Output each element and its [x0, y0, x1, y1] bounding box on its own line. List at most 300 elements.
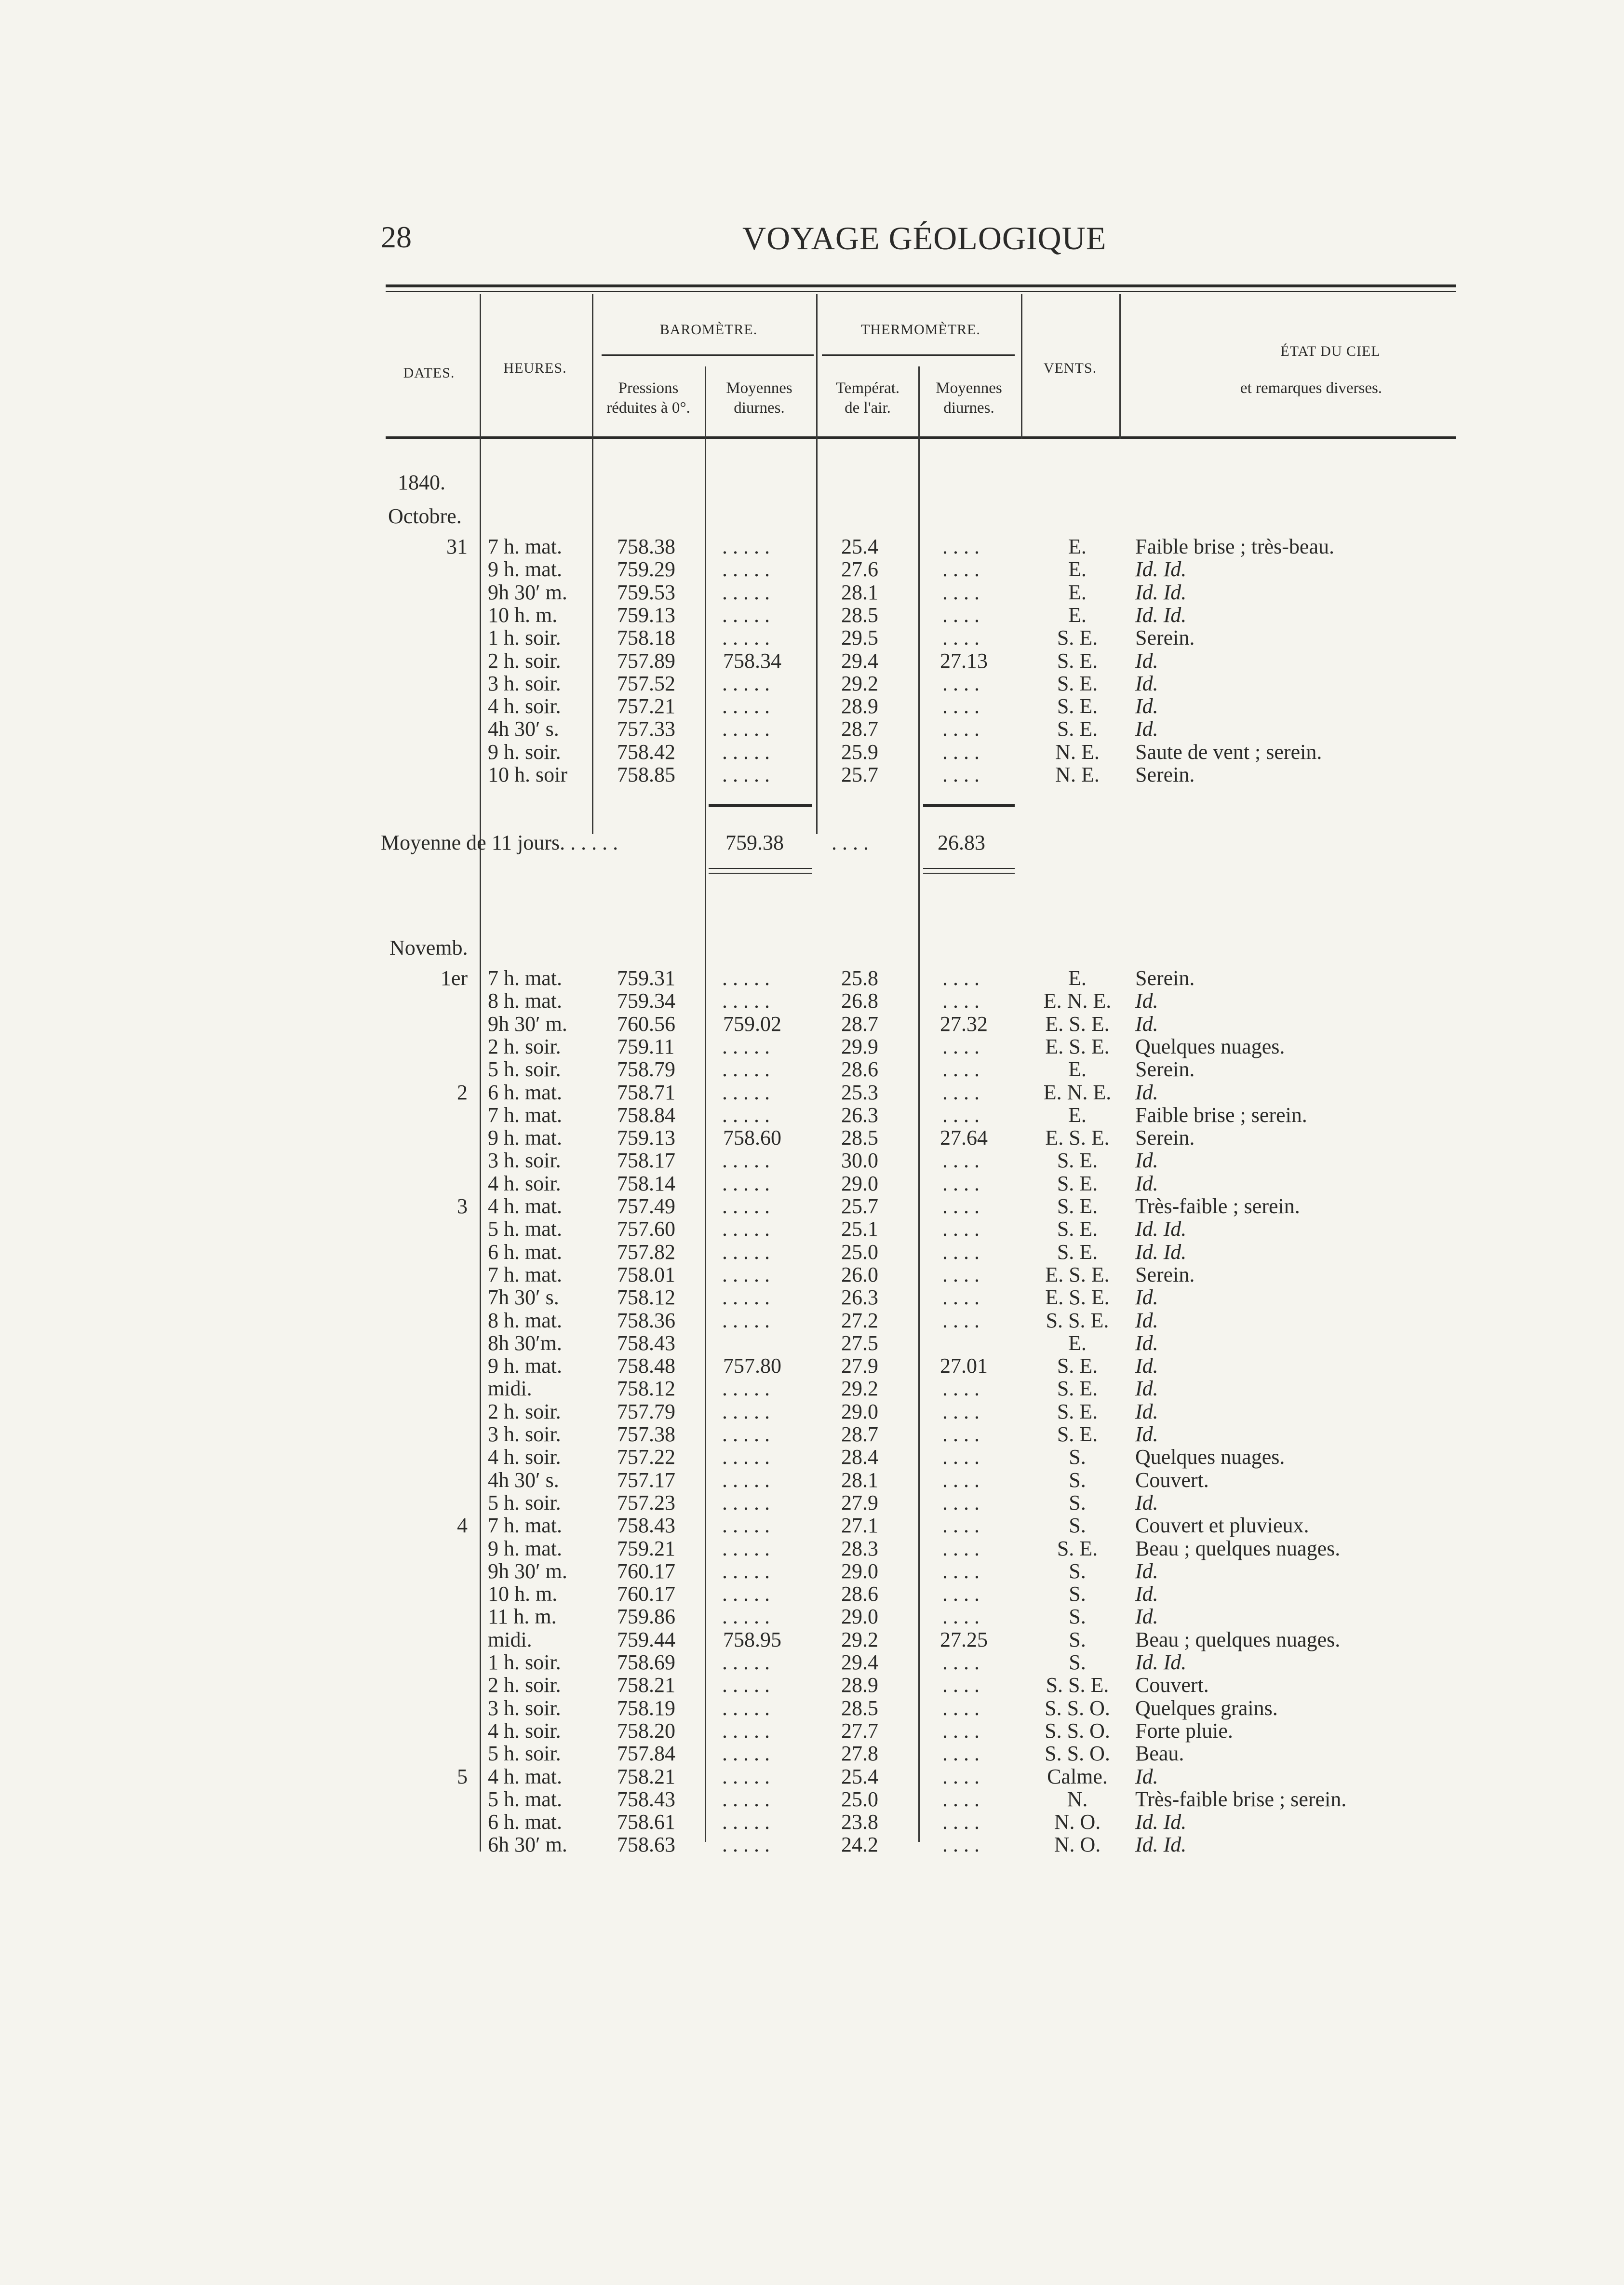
table-row: [0, 1241, 1624, 1264]
row-pressure-dots: . . . . .: [722, 1194, 770, 1218]
row-temp-dots: . . . .: [942, 1377, 980, 1401]
row-time: 1 h. soir.: [488, 626, 561, 650]
row-sky: Id.: [1135, 1559, 1158, 1583]
row-sky: Couvert.: [1135, 1673, 1209, 1697]
row-wind: Calme.: [1047, 1764, 1108, 1788]
row-temp-dots: . . . .: [942, 603, 980, 627]
row-temp-dots: . . . .: [942, 580, 980, 604]
row-temp-mean: 27.13: [940, 649, 988, 673]
row-wind: S.: [1069, 1582, 1086, 1606]
table-row: [0, 1126, 1624, 1149]
row-pressure: 758.19: [617, 1696, 675, 1720]
header-bottom-rule: [386, 436, 1456, 439]
col-moyennes-baro-l1: Moyennes: [726, 379, 792, 397]
row-wind: E. S. E.: [1045, 1012, 1110, 1036]
row-temperature: 27.5: [841, 1331, 878, 1355]
row-sky: Quelques grains.: [1135, 1696, 1278, 1720]
row-time: 6 h. mat.: [488, 1080, 562, 1104]
row-sky: Beau ; quelques nuages.: [1135, 1536, 1341, 1560]
row-pressure-dots: . . . . .: [722, 1605, 770, 1629]
table-row: [0, 1423, 1624, 1446]
row-time: 7 h. mat.: [488, 966, 562, 990]
row-pressure: 757.33: [617, 717, 675, 741]
row-temp-dots: . . . .: [942, 1605, 980, 1629]
row-sky: Id.: [1135, 649, 1158, 673]
row-temperature: 28.7: [841, 1012, 878, 1036]
row-time: 7 h. mat.: [488, 1514, 562, 1538]
average-pressure: 759.38: [725, 831, 784, 854]
row-temperature: 25.7: [841, 763, 878, 786]
row-pressure-dots: . . . . .: [722, 603, 770, 627]
row-wind: S. E.: [1057, 626, 1098, 650]
row-wind: S. E.: [1057, 1536, 1098, 1560]
row-temperature: 29.0: [841, 1559, 878, 1583]
col-temperat-l1: Températ.: [835, 379, 900, 397]
row-sky: Id. Id.: [1135, 557, 1187, 581]
row-sky: Id.: [1135, 1308, 1158, 1332]
row-time: 2 h. soir.: [488, 1034, 561, 1058]
table-row: [0, 1719, 1624, 1743]
row-temp-mean: 27.64: [940, 1126, 988, 1150]
row-time: 9 h. mat.: [488, 1536, 562, 1560]
row-pressure-dots: . . . . .: [722, 1787, 770, 1811]
col-pressions: [595, 379, 701, 419]
row-pressure-dots: . . . . .: [722, 1034, 770, 1058]
table-row: [0, 1514, 1624, 1537]
col-pressions-l1: Pressions: [618, 379, 679, 397]
row-time: 5 h. soir.: [488, 1057, 561, 1082]
row-time: 9 h. mat.: [488, 557, 562, 581]
row-pressure: 758.43: [617, 1331, 675, 1355]
row-temperature: 25.4: [841, 535, 878, 558]
row-wind: E.: [1068, 603, 1087, 627]
row-sky: Très-faible brise ; serein.: [1135, 1787, 1347, 1811]
table-row: [0, 1605, 1624, 1628]
row-temp-dots: . . . .: [942, 1559, 980, 1583]
row-pressure-dots: . . . . .: [722, 1080, 770, 1104]
row-temperature: 25.0: [841, 1240, 878, 1264]
row-pressure: 759.13: [617, 1126, 675, 1150]
row-wind: S. E.: [1057, 671, 1098, 695]
row-pressure-dots: . . . . .: [722, 694, 770, 718]
row-temperature: 27.9: [841, 1490, 878, 1514]
table-row: [0, 1446, 1624, 1469]
row-temp-dots: . . . .: [942, 557, 980, 581]
table-row: [0, 717, 1624, 741]
avg-rule-baro-top: [709, 804, 812, 807]
table-row: [0, 558, 1624, 581]
row-temperature: 26.0: [841, 1262, 878, 1286]
row-wind: E. N. E.: [1043, 1080, 1112, 1104]
row-time: 1 h. soir.: [488, 1650, 561, 1674]
row-temp-dots: . . . .: [942, 740, 980, 764]
row-temp-dots: . . . .: [942, 1103, 980, 1127]
row-pressure: 759.34: [617, 989, 675, 1013]
row-temp-mean: 27.25: [940, 1627, 988, 1651]
row-pressure-dots: . . . . .: [722, 1582, 770, 1606]
row-wind: S.: [1069, 1559, 1086, 1583]
row-sky: Faible brise ; très-beau.: [1135, 535, 1334, 558]
row-wind: S. E.: [1057, 1171, 1098, 1195]
table-row: [0, 1149, 1624, 1172]
row-time: 3 h. soir.: [488, 1696, 561, 1720]
row-pressure: 758.63: [617, 1833, 675, 1857]
row-temp-dots: . . . .: [942, 1080, 980, 1104]
row-pressure: 757.23: [617, 1490, 675, 1514]
col-heures: HEURES.: [503, 360, 567, 376]
row-time: 10 h. m.: [488, 603, 558, 627]
col-vents: VENTS.: [1043, 360, 1097, 376]
row-time: 3 h. soir.: [488, 1422, 561, 1446]
row-wind: N. E.: [1055, 763, 1100, 786]
row-temp-dots: . . . .: [942, 1490, 980, 1514]
row-pressure: 759.29: [617, 557, 675, 581]
row-wind: S.: [1069, 1627, 1086, 1651]
row-time: 9h 30′ m.: [488, 1559, 567, 1583]
row-wind: S.: [1069, 1514, 1086, 1538]
row-wind: E.: [1068, 966, 1087, 990]
row-pressure-dots: . . . . .: [722, 1490, 770, 1514]
table-row: [0, 1491, 1624, 1514]
row-pressure: 758.42: [617, 740, 675, 764]
col-etat-2: et remarques diverses.: [1240, 379, 1382, 397]
row-date: 31: [446, 535, 468, 558]
table-row: [0, 1081, 1624, 1104]
col-moyennes-baro: [709, 379, 810, 419]
row-sky: Serein.: [1135, 1126, 1195, 1150]
row-temp-dots: . . . .: [942, 1582, 980, 1606]
row-time: 2 h. soir.: [488, 649, 561, 673]
table-row: [0, 604, 1624, 627]
row-pressure: 759.44: [617, 1627, 675, 1651]
col-moyennes-thermo-l1: Moyennes: [936, 379, 1002, 397]
row-wind: S. S. O.: [1045, 1718, 1110, 1743]
average-label: Moyenne de 11 jours. . . . . .: [381, 831, 618, 854]
page-title: VOYAGE GÉOLOGIQUE: [742, 220, 1107, 257]
row-wind: S. E.: [1057, 1240, 1098, 1264]
row-temperature: 26.3: [841, 1285, 878, 1310]
baro-brace: [602, 354, 814, 356]
row-pressure-dots: . . . . .: [722, 557, 770, 581]
row-sky: Id.: [1135, 1354, 1158, 1378]
row-time: 10 h. m.: [488, 1582, 558, 1606]
row-pressure-dots: . . . . .: [722, 966, 770, 990]
row-temp-dots: . . . .: [942, 1468, 980, 1492]
month-novembre: Novemb.: [389, 936, 468, 960]
row-sky: Id. Id.: [1135, 1833, 1187, 1857]
row-sky: Id.: [1135, 1605, 1158, 1629]
row-time: midi.: [488, 1627, 532, 1651]
row-temp-mean: 27.32: [940, 1012, 988, 1036]
col-temperat: [819, 379, 916, 419]
row-sky: Forte pluie.: [1135, 1718, 1233, 1743]
row-time: 7h 30′ s.: [488, 1285, 559, 1310]
row-wind: E. S. E.: [1045, 1126, 1110, 1150]
row-wind: E.: [1068, 1103, 1087, 1127]
row-temp-dots: . . . .: [942, 717, 980, 741]
row-sky: Faible brise ; serein.: [1135, 1103, 1307, 1127]
row-sky: Beau ; quelques nuages.: [1135, 1627, 1341, 1651]
row-pressure: 757.79: [617, 1399, 675, 1423]
row-wind: S.: [1069, 1468, 1086, 1492]
row-sky: Quelques nuages.: [1135, 1034, 1285, 1058]
row-temp-dots: . . . .: [942, 1650, 980, 1674]
row-sky: Id. Id.: [1135, 1240, 1187, 1264]
row-pressure-mean: 759.02: [723, 1012, 781, 1036]
row-time: 4 h. soir.: [488, 1171, 561, 1195]
row-temperature: 29.0: [841, 1605, 878, 1629]
row-wind: S. S. O.: [1045, 1696, 1110, 1720]
row-wind: E.: [1068, 1057, 1087, 1082]
avg-rule-thermo-bot2: [923, 873, 1015, 874]
row-pressure-dots: . . . . .: [722, 671, 770, 695]
average-temp: 26.83: [938, 831, 985, 854]
row-time: 5 h. soir.: [488, 1490, 561, 1514]
row-sky: Id.: [1135, 1012, 1158, 1036]
row-time: 6h 30′ m.: [488, 1833, 567, 1857]
row-temperature: 28.6: [841, 1057, 878, 1082]
row-pressure-dots: . . . . .: [722, 1764, 770, 1788]
row-temperature: 28.7: [841, 1422, 878, 1446]
row-temp-dots: . . . .: [942, 1399, 980, 1423]
row-pressure-dots: . . . . .: [722, 1240, 770, 1264]
row-temperature: 28.3: [841, 1536, 878, 1560]
row-pressure-dots: . . . . .: [722, 535, 770, 558]
table-row: [0, 581, 1624, 604]
row-sky: Id.: [1135, 1399, 1158, 1423]
row-wind: E.: [1068, 1331, 1087, 1355]
row-time: 4 h. soir.: [488, 694, 561, 718]
row-pressure-dots: . . . . .: [722, 1673, 770, 1697]
col-moyennes-thermo-l2: diurnes.: [943, 399, 994, 417]
row-pressure: 758.48: [617, 1354, 675, 1378]
row-wind: S. E.: [1057, 1194, 1098, 1218]
row-pressure: 759.21: [617, 1536, 675, 1560]
row-pressure-dots: . . . . .: [722, 1171, 770, 1195]
table-row: [0, 741, 1624, 764]
row-pressure-dots: . . . . .: [722, 1536, 770, 1560]
row-temperature: 25.4: [841, 1764, 878, 1788]
vline-vents: [1119, 294, 1121, 439]
row-wind: S. E.: [1057, 1354, 1098, 1378]
table-row: [0, 1560, 1624, 1583]
row-sky: Id.: [1135, 717, 1158, 741]
row-pressure-dots: . . . . .: [722, 1057, 770, 1082]
row-sky: Id.: [1135, 1149, 1158, 1173]
row-pressure-mean: 758.95: [723, 1627, 781, 1651]
table-row: [0, 1765, 1624, 1788]
row-sky: Id.: [1135, 1764, 1158, 1788]
table-row: [0, 1263, 1624, 1286]
row-time: 8 h. mat.: [488, 1308, 562, 1332]
row-temperature: 28.5: [841, 1126, 878, 1150]
row-time: 9 h. mat.: [488, 1354, 562, 1378]
row-temp-dots: . . . .: [942, 763, 980, 786]
row-temp-dots: . . . .: [942, 1718, 980, 1743]
row-time: 8 h. mat.: [488, 989, 562, 1013]
row-time: 8h 30′m.: [488, 1331, 562, 1355]
avg-rule-baro-bot: [709, 868, 812, 869]
table-row: [0, 1195, 1624, 1218]
col-moyennes-baro-l2: diurnes.: [734, 399, 785, 417]
row-sky: Couvert.: [1135, 1468, 1209, 1492]
row-temp-dots: . . . .: [942, 535, 980, 558]
row-temperature: 25.1: [841, 1217, 878, 1241]
row-pressure: 760.56: [617, 1012, 675, 1036]
row-time: 3 h. soir.: [488, 671, 561, 695]
row-pressure-dots: . . . . .: [722, 1262, 770, 1286]
row-temp-dots: . . . .: [942, 1536, 980, 1560]
row-sky: Serein.: [1135, 626, 1195, 650]
row-sky: Serein.: [1135, 966, 1195, 990]
row-sky: Serein.: [1135, 1262, 1195, 1286]
row-pressure: 758.71: [617, 1080, 675, 1104]
row-wind: S. E.: [1057, 1217, 1098, 1241]
row-wind: E. S. E.: [1045, 1285, 1110, 1310]
row-temperature: 24.2: [841, 1833, 878, 1857]
row-sky: Id.: [1135, 989, 1158, 1013]
row-pressure-dots: . . . . .: [722, 1149, 770, 1173]
row-temp-dots: . . . .: [942, 1514, 980, 1538]
row-time: 7 h. mat.: [488, 535, 562, 558]
row-pressure: 758.43: [617, 1514, 675, 1538]
row-wind: N. O.: [1054, 1810, 1101, 1834]
table-row: [0, 1058, 1624, 1081]
avg-rule-baro-bot2: [709, 873, 812, 874]
row-time: 9h 30′ m.: [488, 1012, 567, 1036]
row-pressure: 758.85: [617, 763, 675, 786]
row-wind: S. E.: [1057, 1377, 1098, 1401]
row-temperature: 29.2: [841, 1627, 878, 1651]
row-wind: S. S. E.: [1046, 1308, 1109, 1332]
row-temp-dots: . . . .: [942, 1240, 980, 1264]
table-row: [0, 695, 1624, 718]
row-pressure: 760.17: [617, 1582, 675, 1606]
row-pressure: 758.01: [617, 1262, 675, 1286]
row-pressure: 757.17: [617, 1468, 675, 1492]
row-pressure: 757.52: [617, 671, 675, 695]
row-pressure-dots: . . . . .: [722, 763, 770, 786]
row-pressure-mean: 758.34: [723, 649, 781, 673]
row-sky: Id.: [1135, 1582, 1158, 1606]
row-pressure: 757.38: [617, 1422, 675, 1446]
col-moyennes-thermo: [921, 379, 1017, 419]
row-wind: N.: [1067, 1787, 1088, 1811]
row-temperature: 28.9: [841, 694, 878, 718]
row-temp-dots: . . . .: [942, 1787, 980, 1811]
row-temp-dots: . . . .: [942, 1194, 980, 1218]
row-pressure: 759.31: [617, 966, 675, 990]
row-temperature: 27.9: [841, 1354, 878, 1378]
row-sky: Quelques nuages.: [1135, 1445, 1285, 1469]
row-pressure-dots: . . . . .: [722, 1468, 770, 1492]
row-temp-dots: . . . .: [942, 1217, 980, 1241]
row-wind: N. E.: [1055, 740, 1100, 764]
row-wind: S. E.: [1057, 649, 1098, 673]
row-date: 2: [457, 1080, 468, 1104]
row-wind: S. E.: [1057, 1399, 1098, 1423]
row-wind: S. E.: [1057, 717, 1098, 741]
col-thermometre: THERMOMÈTRE.: [861, 322, 980, 338]
col-barometre: BAROMÈTRE.: [659, 322, 758, 338]
row-pressure-dots: . . . . .: [722, 1718, 770, 1743]
row-pressure-dots: . . . . .: [722, 1742, 770, 1766]
row-temperature: 27.7: [841, 1718, 878, 1743]
row-pressure: 760.17: [617, 1559, 675, 1583]
month-octobre: Octobre.: [388, 504, 462, 528]
table-row: [0, 1332, 1624, 1355]
page-number: 28: [381, 220, 412, 254]
row-time: 6 h. mat.: [488, 1240, 562, 1264]
row-pressure: 757.84: [617, 1742, 675, 1766]
row-sky: Id.: [1135, 1171, 1158, 1195]
row-wind: N. O.: [1054, 1833, 1101, 1857]
row-temperature: 26.8: [841, 989, 878, 1013]
row-temperature: 27.2: [841, 1308, 878, 1332]
row-temperature: 26.3: [841, 1103, 878, 1127]
row-pressure-dots: . . . . .: [722, 1833, 770, 1857]
row-temperature: 29.2: [841, 1377, 878, 1401]
table-row: [0, 1811, 1624, 1834]
row-time: 11 h. m.: [488, 1605, 557, 1629]
table-row: [0, 1742, 1624, 1765]
row-time: 6 h. mat.: [488, 1810, 562, 1834]
row-temp-dots: . . . .: [942, 1673, 980, 1697]
row-sky: Id. Id.: [1135, 1217, 1187, 1241]
row-temperature: 28.6: [841, 1582, 878, 1606]
row-time: 4 h. soir.: [488, 1445, 561, 1469]
table-row: [0, 967, 1624, 990]
row-temperature: 25.7: [841, 1194, 878, 1218]
row-sky: Id. Id.: [1135, 1810, 1187, 1834]
row-time: 2 h. soir.: [488, 1673, 561, 1697]
table-row: [0, 1788, 1624, 1811]
table-row: [0, 1013, 1624, 1036]
row-pressure-dots: . . . . .: [722, 1217, 770, 1241]
row-temperature: 29.0: [841, 1171, 878, 1195]
row-temp-dots: . . . .: [942, 671, 980, 695]
row-temp-dots: . . . .: [942, 989, 980, 1013]
row-temperature: 29.4: [841, 1650, 878, 1674]
row-pressure: 758.36: [617, 1308, 675, 1332]
year-label: 1840.: [398, 471, 445, 494]
row-time: 5 h. soir.: [488, 1742, 561, 1766]
row-wind: S.: [1069, 1605, 1086, 1629]
table-row: [0, 626, 1624, 649]
row-pressure-dots: . . . . .: [722, 717, 770, 741]
table-row: [0, 1309, 1624, 1332]
thermo-brace: [822, 354, 1015, 356]
row-pressure-dots: . . . . .: [722, 1399, 770, 1423]
row-sky: Id.: [1135, 1490, 1158, 1514]
row-time: 4 h. mat.: [488, 1764, 562, 1788]
row-temperature: 28.1: [841, 1468, 878, 1492]
table-row: [0, 1286, 1624, 1309]
row-temp-dots: . . . .: [942, 966, 980, 990]
row-wind: E.: [1068, 557, 1087, 581]
row-pressure: 759.11: [617, 1034, 675, 1058]
row-time: 7 h. mat.: [488, 1103, 562, 1127]
row-pressure-dots: . . . . .: [722, 1377, 770, 1401]
table-row: [0, 1172, 1624, 1195]
row-temperature: 28.5: [841, 1696, 878, 1720]
row-sky: Serein.: [1135, 1057, 1195, 1082]
table-row: [0, 1354, 1624, 1378]
table-row: [0, 1377, 1624, 1400]
row-temperature: 25.9: [841, 740, 878, 764]
row-pressure: 758.12: [617, 1285, 675, 1310]
col-dates: DATES.: [403, 365, 455, 381]
